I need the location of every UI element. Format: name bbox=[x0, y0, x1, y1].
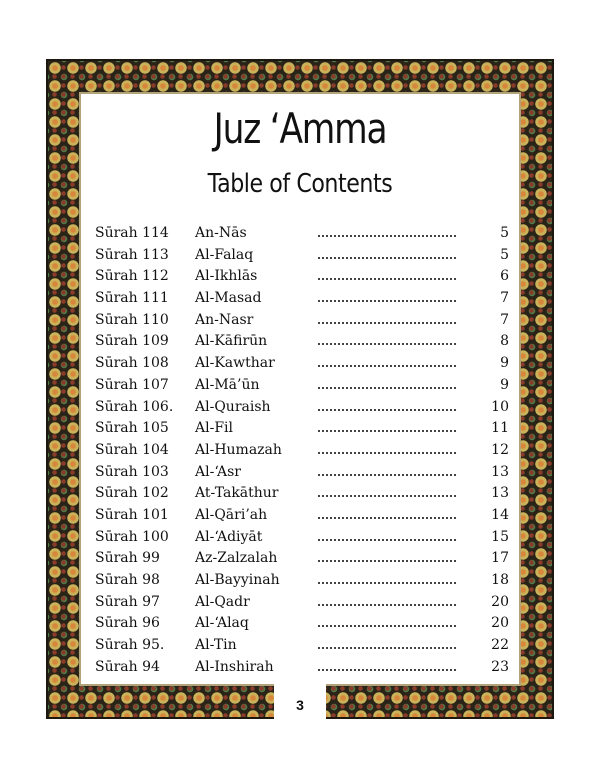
toc-surah-number: Sūrah 103 bbox=[95, 463, 169, 480]
page-number: 3 bbox=[296, 697, 304, 713]
toc-row bbox=[95, 353, 511, 375]
toc-surah-name: Al-Inshirah bbox=[195, 658, 274, 675]
toc-surah-number: Sūrah 102 bbox=[95, 485, 169, 502]
toc-row bbox=[95, 570, 511, 592]
toc-dot-leader bbox=[318, 647, 456, 649]
toc-dot-leader bbox=[318, 517, 456, 519]
toc-dot-leader bbox=[318, 343, 456, 345]
toc-dot-leader bbox=[318, 669, 456, 671]
toc-dot-leader bbox=[318, 560, 456, 562]
toc-row bbox=[95, 266, 511, 288]
toc-page-number: 6 bbox=[500, 268, 509, 285]
toc-surah-name: Al-Fil bbox=[195, 420, 233, 437]
toc-row bbox=[95, 223, 511, 245]
toc-surah-number: Sūrah 96 bbox=[95, 615, 160, 632]
toc-row bbox=[95, 462, 511, 484]
toc-surah-number: Sūrah 104 bbox=[95, 441, 169, 458]
toc-page-number: 13 bbox=[491, 485, 509, 502]
toc-dot-leader bbox=[318, 539, 456, 541]
toc-dot-leader bbox=[318, 365, 456, 367]
toc-row bbox=[95, 505, 511, 527]
toc-surah-number: Sūrah 94 bbox=[95, 658, 160, 675]
toc-row bbox=[95, 548, 511, 570]
toc-surah-number: Sūrah 99 bbox=[95, 550, 160, 567]
toc-surah-name: Al-Humazah bbox=[195, 441, 282, 458]
page-subtitle: Table of Contents bbox=[207, 169, 393, 199]
toc-page-number: 20 bbox=[491, 615, 509, 632]
toc-dot-leader bbox=[318, 582, 456, 584]
toc-row bbox=[95, 331, 511, 353]
toc-dot-leader bbox=[318, 300, 456, 302]
toc-dot-leader bbox=[318, 625, 456, 627]
toc-surah-name: Al-Qāri’ah bbox=[195, 506, 268, 523]
toc-surah-name: Al-Kawthar bbox=[195, 355, 275, 372]
toc-page-number: 9 bbox=[500, 355, 509, 372]
toc-surah-number: Sūrah 106. bbox=[95, 398, 174, 415]
toc-page-number: 23 bbox=[491, 658, 509, 675]
toc-surah-number: Sūrah 95. bbox=[95, 637, 165, 654]
toc-row bbox=[95, 635, 511, 657]
toc-row bbox=[95, 657, 511, 679]
toc-dot-leader bbox=[318, 278, 456, 280]
toc-surah-number: Sūrah 107 bbox=[95, 376, 169, 393]
toc-page-number: 22 bbox=[491, 637, 509, 654]
toc-page-number: 20 bbox=[491, 593, 509, 610]
toc-dot-leader bbox=[318, 452, 456, 454]
toc-row bbox=[95, 527, 511, 549]
toc-row bbox=[95, 440, 511, 462]
toc-page-number: 13 bbox=[491, 463, 509, 480]
toc-surah-name: Al-Kāfirūn bbox=[195, 333, 268, 350]
toc-surah-name: Al-‘Adiyāt bbox=[195, 528, 263, 545]
toc-dot-leader bbox=[318, 495, 456, 497]
toc-page-number: 5 bbox=[500, 225, 509, 241]
table-of-contents bbox=[95, 223, 511, 678]
toc-surah-name: At-Takāthur bbox=[195, 485, 279, 502]
toc-surah-number: Sūrah 113 bbox=[95, 246, 169, 263]
toc-surah-name: Al-Qadr bbox=[195, 593, 250, 610]
toc-surah-number: Sūrah 100 bbox=[95, 528, 169, 545]
toc-page-number: 5 bbox=[500, 246, 509, 263]
toc-surah-name: Al-Ikhlās bbox=[195, 268, 258, 285]
toc-dot-leader bbox=[318, 235, 456, 237]
toc-surah-number: Sūrah 111 bbox=[95, 290, 169, 307]
toc-dot-leader bbox=[318, 387, 456, 389]
toc-surah-name: Al-Bayyinah bbox=[195, 572, 280, 588]
toc-row bbox=[95, 375, 511, 397]
toc-surah-name: Al-Tin bbox=[195, 637, 237, 654]
toc-page-number: 11 bbox=[491, 420, 509, 437]
toc-page-number: 8 bbox=[500, 333, 509, 350]
toc-dot-leader bbox=[318, 322, 456, 324]
toc-dot-leader bbox=[318, 430, 456, 432]
toc-row bbox=[95, 288, 511, 310]
toc-page-number: 18 bbox=[491, 572, 509, 588]
toc-page-number: 12 bbox=[491, 441, 509, 458]
toc-row bbox=[95, 310, 511, 332]
page-content bbox=[83, 96, 517, 682]
toc-page-number: 9 bbox=[500, 376, 509, 393]
toc-surah-name: An-Nasr bbox=[195, 311, 254, 328]
toc-surah-name: An-Nās bbox=[195, 225, 247, 241]
toc-surah-name: Az-Zalzalah bbox=[195, 550, 278, 567]
toc-surah-number: Sūrah 97 bbox=[95, 593, 160, 610]
toc-dot-leader bbox=[318, 474, 456, 476]
toc-surah-number: Sūrah 109 bbox=[95, 333, 169, 350]
page-title: Juz ‘Amma bbox=[213, 104, 387, 153]
toc-page-number: 17 bbox=[491, 550, 509, 567]
toc-row bbox=[95, 483, 511, 505]
toc-row bbox=[95, 613, 511, 635]
toc-surah-name: Al-‘Asr bbox=[195, 463, 241, 480]
toc-surah-number: Sūrah 105 bbox=[95, 420, 169, 437]
toc-surah-name: Al-Masad bbox=[195, 290, 262, 307]
toc-page-number: 15 bbox=[491, 528, 509, 545]
toc-row bbox=[95, 418, 511, 440]
toc-surah-number: Sūrah 110 bbox=[95, 311, 169, 328]
toc-surah-name: Al-Quraish bbox=[195, 398, 271, 415]
toc-row bbox=[95, 397, 511, 419]
toc-page-number: 14 bbox=[491, 506, 509, 523]
toc-row bbox=[95, 592, 511, 614]
toc-surah-number: Sūrah 98 bbox=[95, 572, 160, 588]
toc-surah-number: Sūrah 112 bbox=[95, 268, 169, 285]
toc-surah-name: Al-‘Alaq bbox=[195, 615, 249, 632]
toc-surah-name: Al-Mā’ūn bbox=[195, 376, 260, 393]
toc-surah-number: Sūrah 101 bbox=[95, 506, 169, 523]
toc-surah-name: Al-Falaq bbox=[195, 246, 254, 263]
toc-dot-leader bbox=[318, 604, 456, 606]
toc-page-number: 7 bbox=[500, 290, 509, 307]
toc-surah-number: Sūrah 114 bbox=[95, 225, 169, 241]
toc-row bbox=[95, 245, 511, 267]
toc-dot-leader bbox=[318, 409, 456, 411]
toc-dot-leader bbox=[318, 257, 456, 259]
toc-surah-number: Sūrah 108 bbox=[95, 355, 169, 372]
toc-page-number: 10 bbox=[491, 398, 509, 415]
toc-page-number: 7 bbox=[500, 311, 509, 328]
